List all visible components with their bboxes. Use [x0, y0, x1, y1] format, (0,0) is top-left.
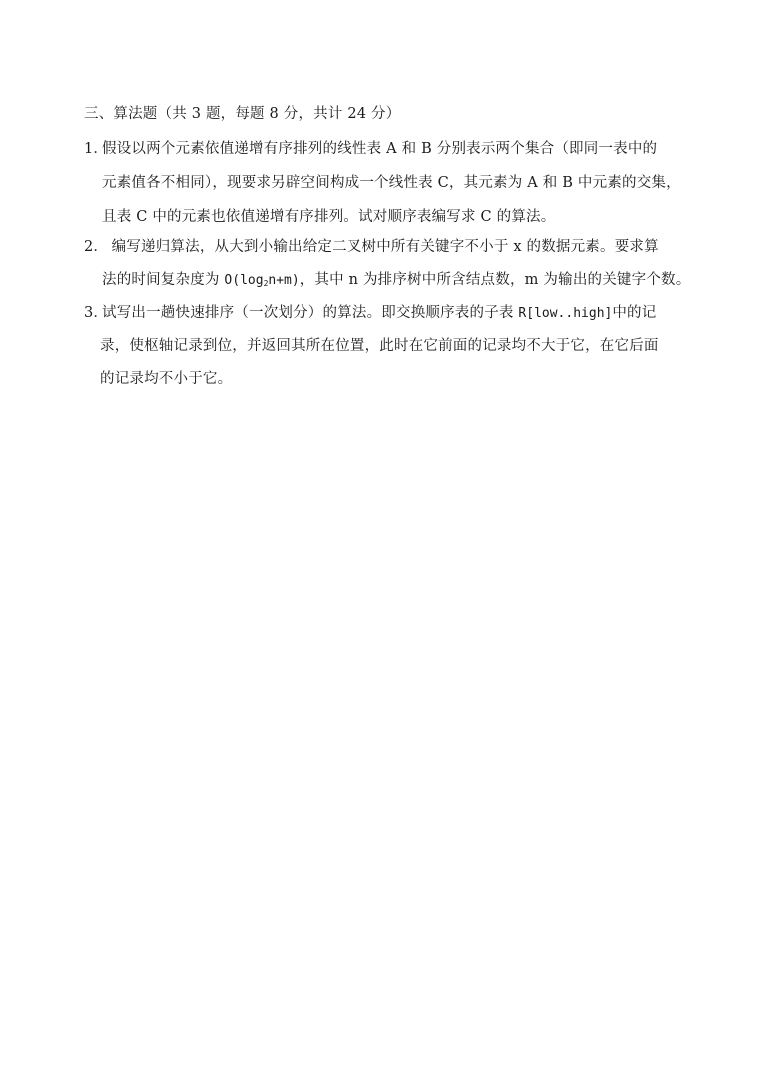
question-2-text-1: 编写递归算法，从大到小输出给定二叉树中所有关键字不小于 x 的数据元素。要求算: [102, 239, 659, 255]
question-2-number: 2．: [84, 239, 109, 255]
question-3-line-1: [84, 303, 656, 324]
section-heading: 三、算法题（共 3 题，每题 8 分，共计 24 分）: [84, 106, 401, 122]
question-1-text-1: 假设以两个元素依值递增有序排列的线性表 A 和 B 分别表示两个集合（即同一表中的: [102, 141, 658, 157]
question-2-text-2b: ，其中 n 为排序树中所含结点数，m 为输出的关键字个数。: [299, 272, 691, 288]
question-3-line-3: 的记录均不小于它。: [100, 371, 233, 387]
question-2-text-2a: 法的时间复杂度为: [102, 272, 225, 288]
question-3-text-1a: 试写出一趟快速排序（一次划分）的算法。即交换顺序表的子表: [102, 305, 519, 321]
subtable-code: R[low..high]: [518, 306, 613, 321]
question-2-line-1: [84, 237, 659, 257]
question-1-line-2: 元素值各不相同），现要求另辟空间构成一个线性表 C，其元素为 A 和 B 中元素的交集，: [102, 175, 681, 191]
formula-prefix: O(log: [224, 273, 264, 288]
question-1-line-3: 且表 C 中的元素也依值递增有序排列。试对顺序表编写求 C 的算法。: [102, 209, 556, 225]
question-3-text-1b: 中的记: [612, 305, 657, 321]
question-3-line-2: 录，使枢轴记录到位，并返回其所在位置，此时在它前面的记录均不大于它，在它后面: [100, 338, 659, 354]
complexity-formula: [224, 273, 299, 288]
question-1-line-1: [84, 139, 657, 159]
question-1-number: 1．: [84, 141, 109, 157]
question-3-number: 3．: [84, 305, 109, 321]
formula-suffix: n+m): [268, 273, 300, 288]
formula-subscript: 2: [263, 279, 269, 288]
question-2-line-2: [102, 270, 690, 294]
